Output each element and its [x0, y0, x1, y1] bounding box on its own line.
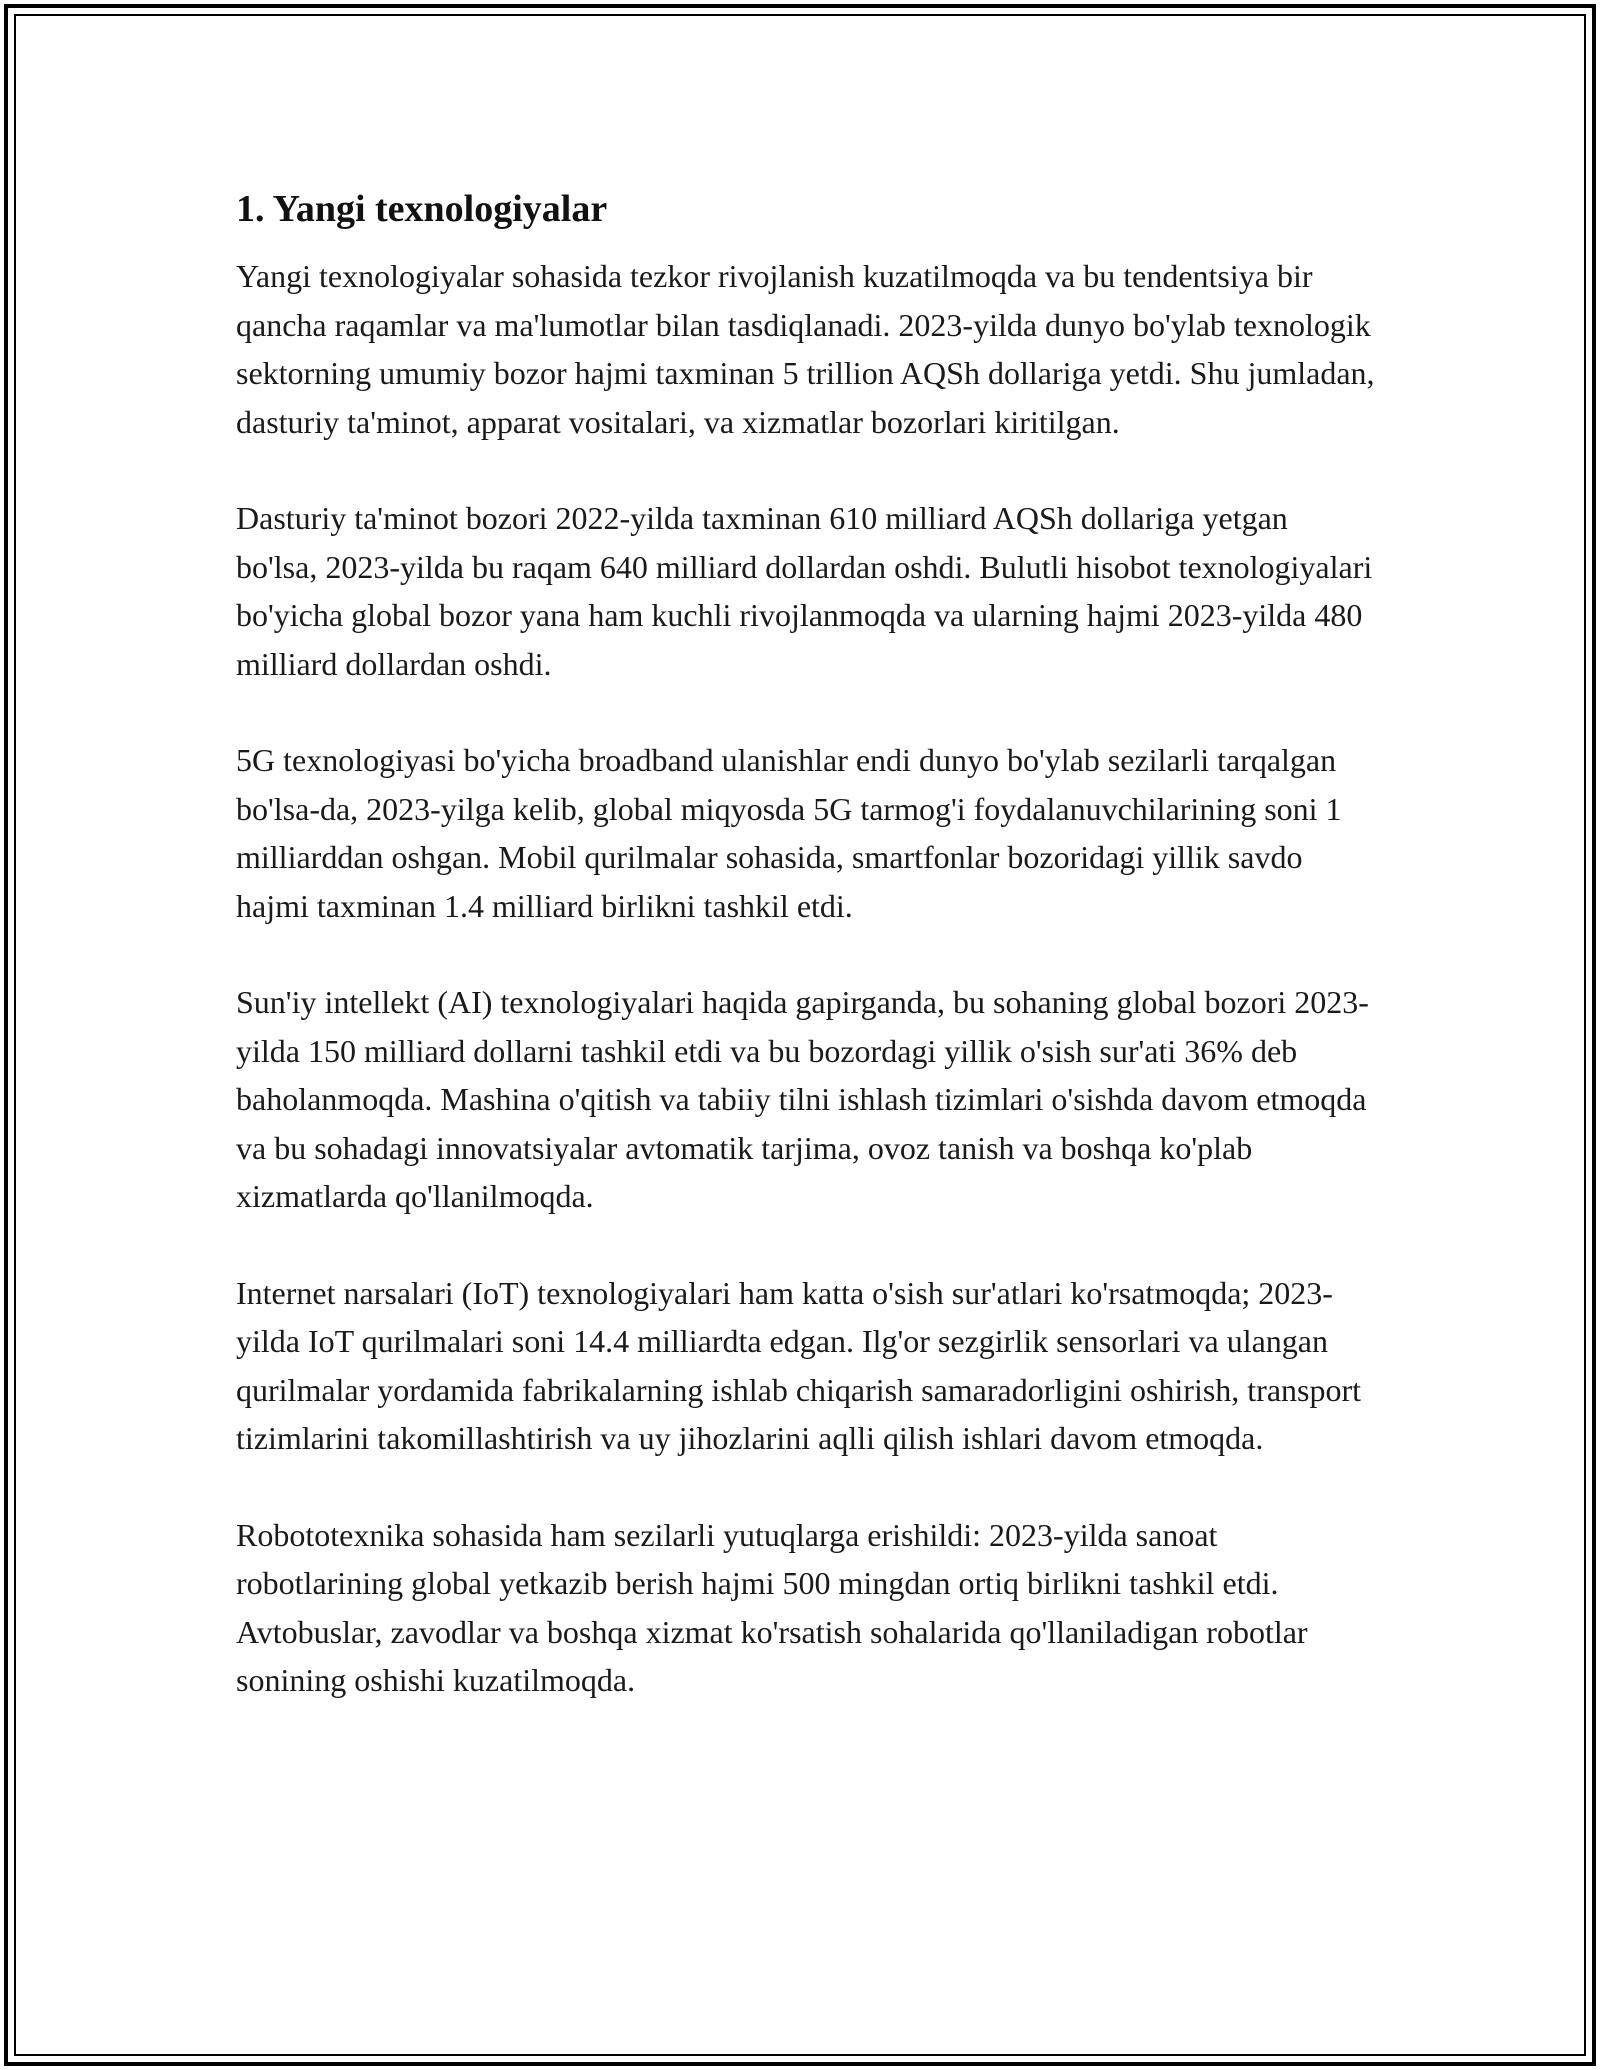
- document-body: [236, 186, 1376, 1753]
- paragraph-ai: Sun'iy intellekt (AI) texnologiyalari haqida gapirganda, bu sohaning global bozori 2023-yilda 150 milliard dollarni tashkil etdi va bu bozordagi yillik o'sish sur'ati 36% deb baholanmoqda. Mashina o'qitish va tabiiy tilni ishlash tizimlari o'sishda davom etmoqda va bu sohadagi innovatsiyalar avtomatik tarjima, ovoz tanish va boshqa ko'plab xizmatlarda qo'llanilmoqda.: [236, 984, 1369, 1214]
- section-heading: 1. Yangi texnologiyalar: [236, 188, 608, 230]
- paragraph-5g-mobile: 5G texnologiyasi bo'yicha broadband ulanishlar endi dunyo bo'ylab sezilarli tarqalgan bo'lsa-da, 2023-yilga kelib, global miqyosda 5G tarmog'i foydalanuvchilarining soni 1 milliarddan oshgan. Mobil qurilmalar sohasida, smartfonlar bozoridagi yillik savdo hajmi taxminan 1.4 milliard birlikni tashkil etdi.: [236, 742, 1342, 924]
- paragraph-robotics: Robototexnika sohasida ham sezilarli yutuqlarga erishildi: 2023-yilda sanoat robotlarining global yetkazib berish hajmi 500 mingdan ortiq birlikni tashkil etdi. Avtobuslar, zavodlar va boshqa xizmat ko'rsatish sohalarida qo'llaniladigan robotlar sonining oshishi kuzatilmoqda.: [236, 1516, 1308, 1698]
- paragraph-overview: Yangi texnologiyalar sohasida tezkor rivojlanish kuzatilmoqda va bu tendentsiya bir qancha raqamlar va ma'lumotlar bilan tasdiqlanadi. 2023-yilda dunyo bo'ylab texnologik sektorning umumiy bozor hajmi taxminan 5 trillion AQSh dollariga yetdi. Shu jumladan, dasturiy ta'minot, apparat vositalari, va xizmatlar bozorlari kiritilgan.: [236, 258, 1375, 440]
- paragraph-software-market: Dasturiy ta'minot bozori 2022-yilda taxminan 610 milliard AQSh dollariga yetgan bo'lsa, 2023-yilda bu raqam 640 milliard dollardan oshdi. Bulutli hisobot texnologiyalari bo'yicha global bozor yana ham kuchli rivojlanmoqda va ularning hajmi 2023-yilda 480 milliard dollardan oshdi.: [236, 500, 1373, 682]
- paragraph-iot: Internet narsalari (IoT) texnologiyalari ham katta o'sish sur'atlari ko'rsatmoqda; 2023-yilda IoT qurilmalari soni 14.4 milliardta edgan. Ilg'or sezgirlik sensorlari va ulangan qurilmalar yordamida fabrikalarning ishlab chiqarish samaradorligini oshirish, transport tizimlarini takomillashtirish va uy jihozlarini aqlli qilish ishlari davom etmoqda.: [236, 1274, 1362, 1456]
